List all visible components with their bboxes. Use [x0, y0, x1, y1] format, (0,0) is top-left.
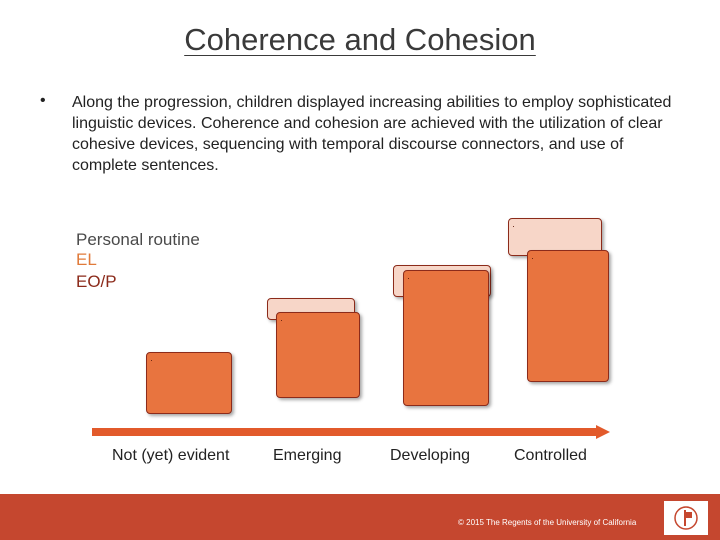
- emerging-card-front: [276, 312, 360, 398]
- card-heading-line: [404, 271, 488, 279]
- controlled-card-front: [527, 250, 609, 382]
- stage-controlled: Controlled: [514, 447, 587, 464]
- logo-mark-icon: [664, 501, 708, 535]
- card-text-line: [404, 279, 488, 285]
- card-heading-line: [147, 353, 231, 361]
- card-text-line: [277, 321, 359, 327]
- stage-developing: Developing: [390, 447, 471, 464]
- legend-personal-routine: Personal routine: [76, 230, 200, 249]
- card-text-line: [528, 259, 608, 265]
- slide-title: Coherence and Cohesion: [184, 22, 536, 57]
- not-yet-evident-card: [146, 352, 232, 414]
- legend-el: EL: [76, 250, 97, 269]
- developing-card-front: [403, 270, 489, 406]
- footer-bar: [0, 494, 720, 540]
- card-heading-line: [528, 251, 608, 259]
- progression-arrow: [92, 425, 612, 439]
- card-heading-line: [277, 313, 359, 321]
- card-text-line: [509, 227, 601, 233]
- card-heading-line: [509, 219, 601, 227]
- card-text-line: [147, 361, 231, 367]
- university-logo: [664, 501, 708, 535]
- stage-not-yet-evident: Not (yet) evident: [112, 447, 230, 464]
- stage-emerging: Emerging: [273, 447, 342, 464]
- copyright-text: © 2015 The Regents of the University of California: [458, 518, 637, 527]
- bullet-marker: •: [40, 92, 46, 109]
- legend-eo-p: EO/P: [76, 272, 117, 291]
- bullet-text: Along the progression, children displayed increasing abilities to employ sophisticated linguistic devices. Coherence and cohesion are achieved with the utilization of clear cohesive devices, sequencing with temporal discourse connectors, and use of complete sentences.: [72, 94, 672, 174]
